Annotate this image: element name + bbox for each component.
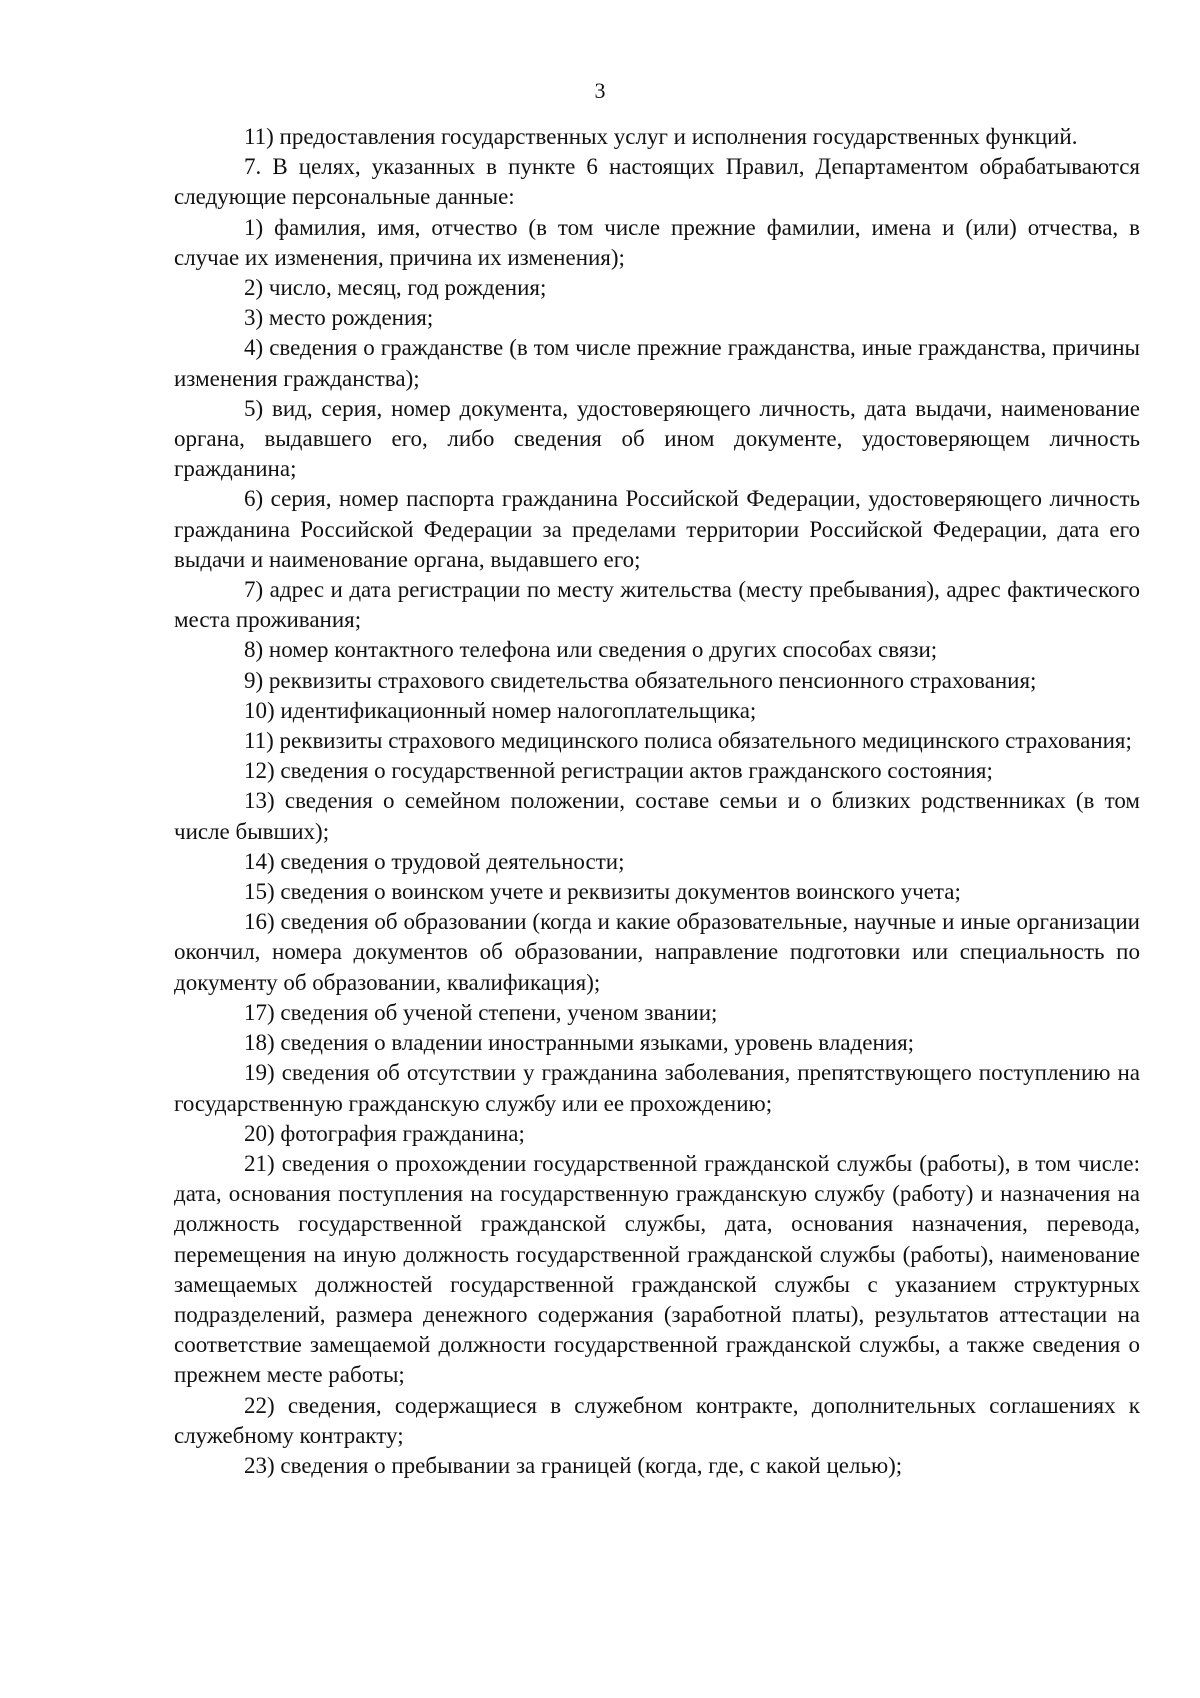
- paragraph-7-intro: 7. В целях, указанных в пункте 6 настоящих Правил, Департаментом обрабатываются следующие персональные данные:: [174, 154, 1140, 210]
- paragraph-item-11-functions: 11) предоставления государственных услуг и исполнения государственных функций.: [244, 124, 1078, 149]
- list-item-21: 21) сведения о прохождении государственной гражданской службы (работы), в том числе: дата, основания поступления на государственную гражданскую службу (работу) и назначения на должность государственной гражданской службы, дата, основания назначения, перевода, перемещения на иную должность государственной гражданской службы (работы), наименование замещаемых должностей государственной гражданской службы с указанием структурных подразделений, размера денежного содержания (заработной платы), результатов аттестации на соответствие замещаемой должности государственной гражданской службы, а также сведения о прежнем месте работы;: [174, 1150, 1140, 1388]
- list-item-22: 22) сведения, содержащиеся в служебном контракте, дополнительных соглашениях к служебному контракту;: [174, 1392, 1140, 1448]
- list-item-8: 8) номер контактного телефона или сведения о других способах связи;: [244, 637, 938, 663]
- list-item-6: 6) серия, номер паспорта гражданина Российской Федерации, удостоверяющего личность гражданина Российской Федерации за пределами территории Российской Федерации, дата его выдачи и наименование органа, выдавшего его;: [174, 486, 1140, 572]
- list-item-23: 23) сведения о пребывании за границей (когда, где, с какой целью);: [244, 1452, 903, 1478]
- list-item-7: 7) адрес и дата регистрации по месту жительства (месту пребывания), адрес фактического места проживания;: [174, 577, 1140, 633]
- list-item-3: 3) место рождения;: [244, 305, 434, 331]
- list-item-17: 17) сведения об ученой степени, ученом звании;: [244, 999, 718, 1025]
- list-item-18: 18) сведения о владении иностранными языками, уровень владения;: [244, 1030, 915, 1056]
- list-item-9: 9) реквизиты страхового свидетельства обязательного пенсионного страхования;: [244, 667, 1037, 693]
- list-item-15: 15) сведения о воинском учете и реквизиты документов воинского учета;: [244, 879, 961, 905]
- list-item-10: 10) идентификационный номер налогоплательщика;: [244, 697, 757, 723]
- list-item-16: 16) сведения об образовании (когда и какие образовательные, научные и иные организации окончил, номера документов об образовании, направление подготовки или специальность по документу об образовании, квалификация);: [174, 909, 1140, 995]
- list-item-13: 13) сведения о семейном положении, составе семьи и о близких родственниках (в том числе бывших);: [174, 788, 1140, 844]
- list-item-4: 4) сведения о гражданстве (в том числе прежние гражданства, иные гражданства, причины изменения гражданства);: [174, 335, 1140, 391]
- list-item-20: 20) фотография гражданина;: [244, 1120, 525, 1146]
- page-number: 3: [594, 78, 606, 103]
- list-item-2: 2) число, месяц, год рождения;: [244, 275, 547, 301]
- list-item-5: 5) вид, серия, номер документа, удостоверяющего личность, дата выдачи, наименование органа, выдавшего его, либо сведения об ином документе, удостоверяющем личность гражданина;: [174, 395, 1140, 482]
- list-item-12: 12) сведения о государственной регистрации актов гражданского состояния;: [244, 758, 993, 784]
- list-item-14: 14) сведения о трудовой деятельности;: [244, 848, 625, 874]
- list-item-11: 11) реквизиты страхового медицинского полиса обязательного медицинского страхования;: [244, 728, 1132, 754]
- document-body: [174, 122, 1140, 1481]
- list-item-1: 1) фамилия, имя, отчество (в том числе прежние фамилии, имена и (или) отчества, в случае их изменения, причина их изменения);: [174, 214, 1140, 270]
- list-item-19: 19) сведения об отсутствии у гражданина заболевания, препятствующего поступлению на государственную гражданскую службу или ее прохождению;: [174, 1060, 1140, 1116]
